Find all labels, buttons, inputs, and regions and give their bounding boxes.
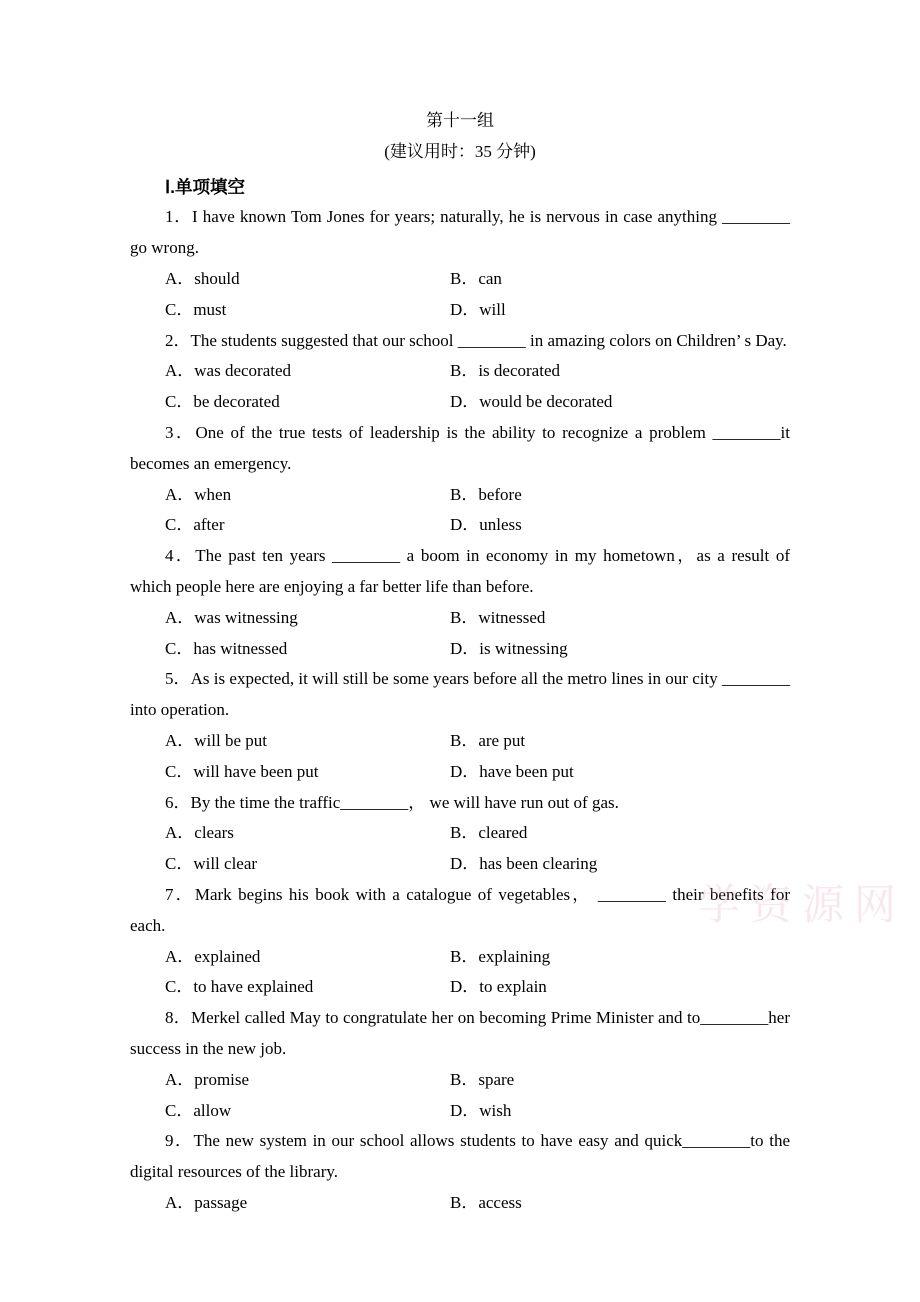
question-1-option-c: C．must [165,299,227,319]
question-1-stem: 1．I have known Tom Jones for years; naturally, he is nervous in case anything ________ go wrong. [130,207,790,258]
question-5-option-b: B．are put [450,730,526,750]
questions [130,202,790,1218]
question-2-option-c: C．be decorated [165,392,280,412]
question-8-options-row [130,1065,790,1096]
question-3-option-d: D．unless [450,515,522,535]
question-4-option-a: A．was witnessing [165,607,298,627]
question-9-option-b: B．access [450,1192,522,1212]
question-4-stem: 4．The past ten years ________ a boom in economy in my hometown，as a result of which people here are enjoying a far better life than before. [130,546,790,596]
question-5-option-c: C．will have been put [165,761,319,781]
question-5-option-d: D．have been put [450,761,574,781]
question-3-option-c: C．after [165,515,225,535]
question-6-option-b: B．cleared [450,823,528,843]
question-5-options-row [130,726,790,757]
question-3-options-row [130,480,790,511]
question-6-option-d: D．has been clearing [450,854,598,874]
question-9-stem: 9．The new system in our school allows students to have easy and quick________to the digital resources of the library. [130,1131,790,1182]
question-5-stem: 5．As is expected, it will still be some years before all the metro lines in our city ________ into operation. [130,669,790,720]
question-3-option-a: A．when [165,484,232,504]
question-6-option-c: C．will clear [165,854,258,874]
question-9-options-row [130,1188,790,1219]
question-8-option-a: A．promise [165,1069,250,1089]
page-title: 第十一组 [426,111,494,130]
question-6-options-row [130,849,790,880]
question-3-options-row [130,510,790,541]
question-3-stem: 3．One of the true tests of leadership is the ability to recognize a problem ________it becomes an emergency. [130,422,790,473]
page-subtitle: (建议用时：35 分钟) [384,141,536,161]
question-8-option-c: C．allow [165,1100,232,1120]
question-6-stem: 6．By the time the traffic________， we will have run out of gas. [165,792,619,812]
question-1-option-d: D．will [450,299,506,319]
question-1-option-b: B．can [450,268,502,288]
question-8-option-d: D．wish [450,1100,512,1120]
question-4-option-b: B．witnessed [450,607,546,627]
question-4-option-d: D．is witnessing [450,638,568,658]
question-6-options-row [130,818,790,849]
question-2-option-d: D．would be decorated [450,392,613,412]
section-heading: Ⅰ.单项填空 [165,176,246,197]
question-7-stem: 7．Mark begins his book with a catalogue of vegetables， ________ their benefits for each. [130,884,790,935]
question-7-options-row [130,972,790,1003]
question-2-option-b: B．is decorated [450,361,560,381]
question-5-option-a: A．will be put [165,730,267,750]
question-1-option-a: A．should [165,268,240,288]
question-4-options-row [130,634,790,665]
question-2-options-row [130,356,790,387]
question-9-option-a: A．passage [165,1192,248,1212]
question-7-options-row [130,942,790,973]
watermark: 学资源网 [698,881,907,928]
question-2-options-row [130,387,790,418]
question-7-option-a: A．explained [165,946,261,966]
question-4-options-row [130,603,790,634]
question-8-option-b: B．spare [450,1069,515,1089]
question-6-option-a: A．clears [165,823,234,843]
question-5-options-row [130,757,790,788]
question-7-option-d: D．to explain [450,977,547,997]
question-2-option-a: A．was decorated [165,361,292,381]
question-1-options-row [130,295,790,326]
question-4-option-c: C．has witnessed [165,638,288,658]
document-content [130,106,790,1219]
question-1-options-row [130,264,790,295]
question-7-option-b: B．explaining [450,946,551,966]
question-2-stem: 2．The students suggested that our school ________ in amazing colors on Children’ s Day. [165,330,787,350]
question-3-option-b: B．before [450,484,522,504]
question-8-stem: 8．Merkel called May to congratulate her on becoming Prime Minister and to________her success in the new job. [130,1008,790,1058]
question-7-option-c: C．to have explained [165,977,314,997]
question-8-options-row [130,1096,790,1127]
